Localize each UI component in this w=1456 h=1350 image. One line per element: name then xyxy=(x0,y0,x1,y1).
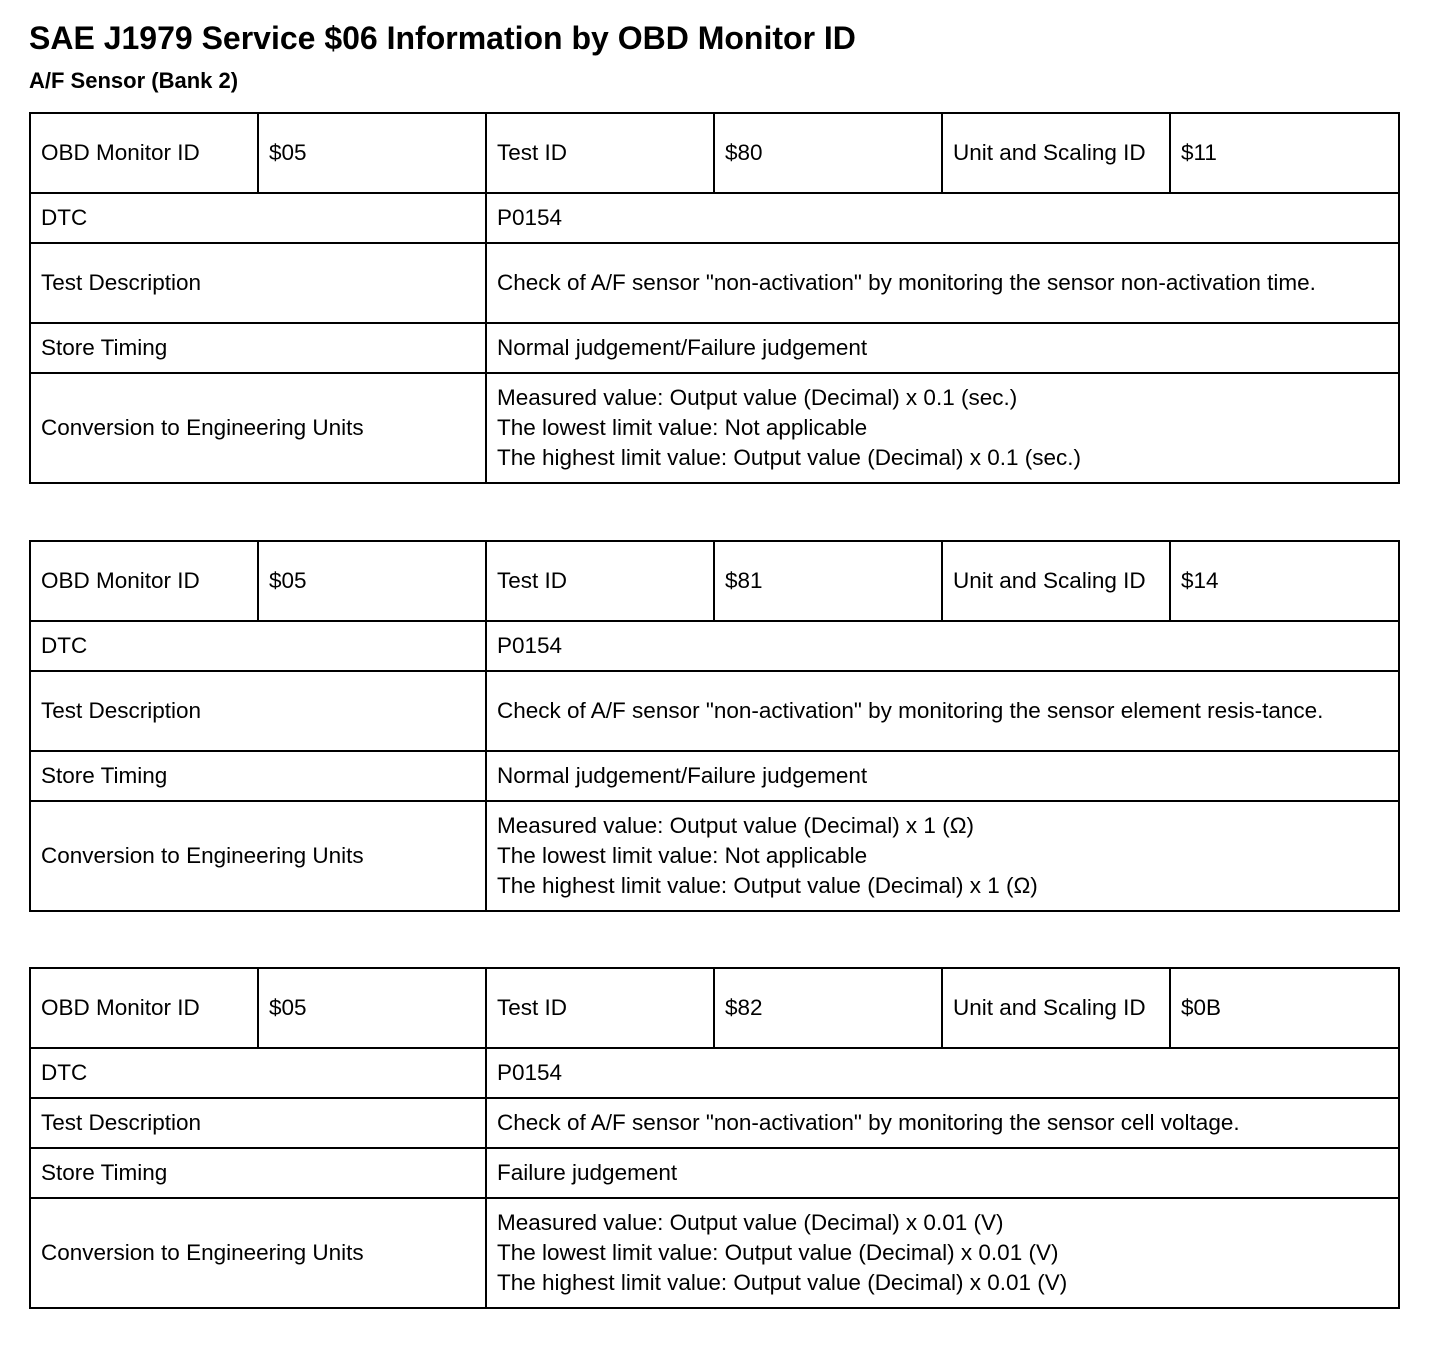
monitor-table-3 xyxy=(29,967,1400,1309)
unit-scaling-id-label: Unit and Scaling ID xyxy=(942,968,1170,1048)
conversion-label: Conversion to Engineering Units xyxy=(30,373,486,483)
obd-monitor-id-value: $05 xyxy=(258,113,486,193)
table-row-ids xyxy=(30,541,1399,621)
test-id-label: Test ID xyxy=(486,968,714,1048)
test-description-label: Test Description xyxy=(30,243,486,323)
conversion-value xyxy=(486,801,1399,911)
obd-monitor-id-label: OBD Monitor ID xyxy=(30,541,258,621)
page-title: SAE J1979 Service $06 Information by OBD Monitor ID xyxy=(29,20,856,56)
unit-scaling-id-value: $0B xyxy=(1170,968,1399,1048)
store-timing-label: Store Timing xyxy=(30,751,486,801)
conversion-lowest-limit: The lowest limit value: Output value (Decimal) x 0.01 (V) xyxy=(497,1240,1059,1265)
table-row-test-description xyxy=(30,1098,1399,1148)
monitor-table-2 xyxy=(29,540,1400,912)
test-description-value: Check of A/F sensor "non-activation" by monitoring the sensor element resis-tance. xyxy=(486,671,1399,751)
dtc-value: P0154 xyxy=(486,621,1399,671)
store-timing-label: Store Timing xyxy=(30,323,486,373)
conversion-lowest-limit: The lowest limit value: Not applicable xyxy=(497,843,868,868)
dtc-label: DTC xyxy=(30,193,486,243)
table-row-ids xyxy=(30,113,1399,193)
conversion-value xyxy=(486,373,1399,483)
conversion-label: Conversion to Engineering Units xyxy=(30,801,486,911)
unit-scaling-id-label: Unit and Scaling ID xyxy=(942,541,1170,621)
dtc-label: DTC xyxy=(30,621,486,671)
test-description-value: Check of A/F sensor "non-activation" by monitoring the sensor cell voltage. xyxy=(486,1098,1399,1148)
conversion-measured: Measured value: Output value (Decimal) x 0.01 (V) xyxy=(497,1210,1004,1235)
test-id-label: Test ID xyxy=(486,541,714,621)
store-timing-value: Normal judgement/Failure judgement xyxy=(486,751,1399,801)
conversion-lowest-limit: The lowest limit value: Not applicable xyxy=(497,415,868,440)
dtc-value: P0154 xyxy=(486,193,1399,243)
conversion-highest-limit: The highest limit value: Output value (Decimal) x 0.1 (sec.) xyxy=(497,445,1081,470)
page-subtitle: A/F Sensor (Bank 2) xyxy=(29,68,239,93)
unit-scaling-id-value: $14 xyxy=(1170,541,1399,621)
conversion-measured: Measured value: Output value (Decimal) x 1 (Ω) xyxy=(497,813,975,838)
test-description-label: Test Description xyxy=(30,671,486,751)
conversion-highest-limit: The highest limit value: Output value (Decimal) x 0.01 (V) xyxy=(497,1270,1068,1295)
table-row-conversion xyxy=(30,373,1399,483)
unit-scaling-id-label: Unit and Scaling ID xyxy=(942,113,1170,193)
table-row-store-timing xyxy=(30,323,1399,373)
unit-scaling-id-value: $11 xyxy=(1170,113,1399,193)
test-description-value: Check of A/F sensor "non-activation" by monitoring the sensor non-activation time. xyxy=(486,243,1399,323)
test-id-value: $82 xyxy=(714,968,942,1048)
table-row-conversion xyxy=(30,1198,1399,1308)
test-id-value: $81 xyxy=(714,541,942,621)
table-row-dtc xyxy=(30,1048,1399,1098)
test-description-label: Test Description xyxy=(30,1098,486,1148)
store-timing-value: Failure judgement xyxy=(486,1148,1399,1198)
test-id-label: Test ID xyxy=(486,113,714,193)
table-row-conversion xyxy=(30,801,1399,911)
test-id-value: $80 xyxy=(714,113,942,193)
obd-monitor-id-value: $05 xyxy=(258,968,486,1048)
table-row-store-timing xyxy=(30,1148,1399,1198)
store-timing-label: Store Timing xyxy=(30,1148,486,1198)
table-row-store-timing xyxy=(30,751,1399,801)
table-row-dtc xyxy=(30,621,1399,671)
conversion-highest-limit: The highest limit value: Output value (Decimal) x 1 (Ω) xyxy=(497,873,1038,898)
conversion-value xyxy=(486,1198,1399,1308)
monitor-table-1 xyxy=(29,112,1400,484)
dtc-value: P0154 xyxy=(486,1048,1399,1098)
obd-monitor-id-value: $05 xyxy=(258,541,486,621)
store-timing-value: Normal judgement/Failure judgement xyxy=(486,323,1399,373)
obd-monitor-id-label: OBD Monitor ID xyxy=(30,113,258,193)
table-row-ids xyxy=(30,968,1399,1048)
conversion-label: Conversion to Engineering Units xyxy=(30,1198,486,1308)
conversion-measured: Measured value: Output value (Decimal) x 0.1 (sec.) xyxy=(497,385,1018,410)
table-row-dtc xyxy=(30,193,1399,243)
table-row-test-description xyxy=(30,671,1399,751)
obd-monitor-id-label: OBD Monitor ID xyxy=(30,968,258,1048)
table-row-test-description xyxy=(30,243,1399,323)
dtc-label: DTC xyxy=(30,1048,486,1098)
